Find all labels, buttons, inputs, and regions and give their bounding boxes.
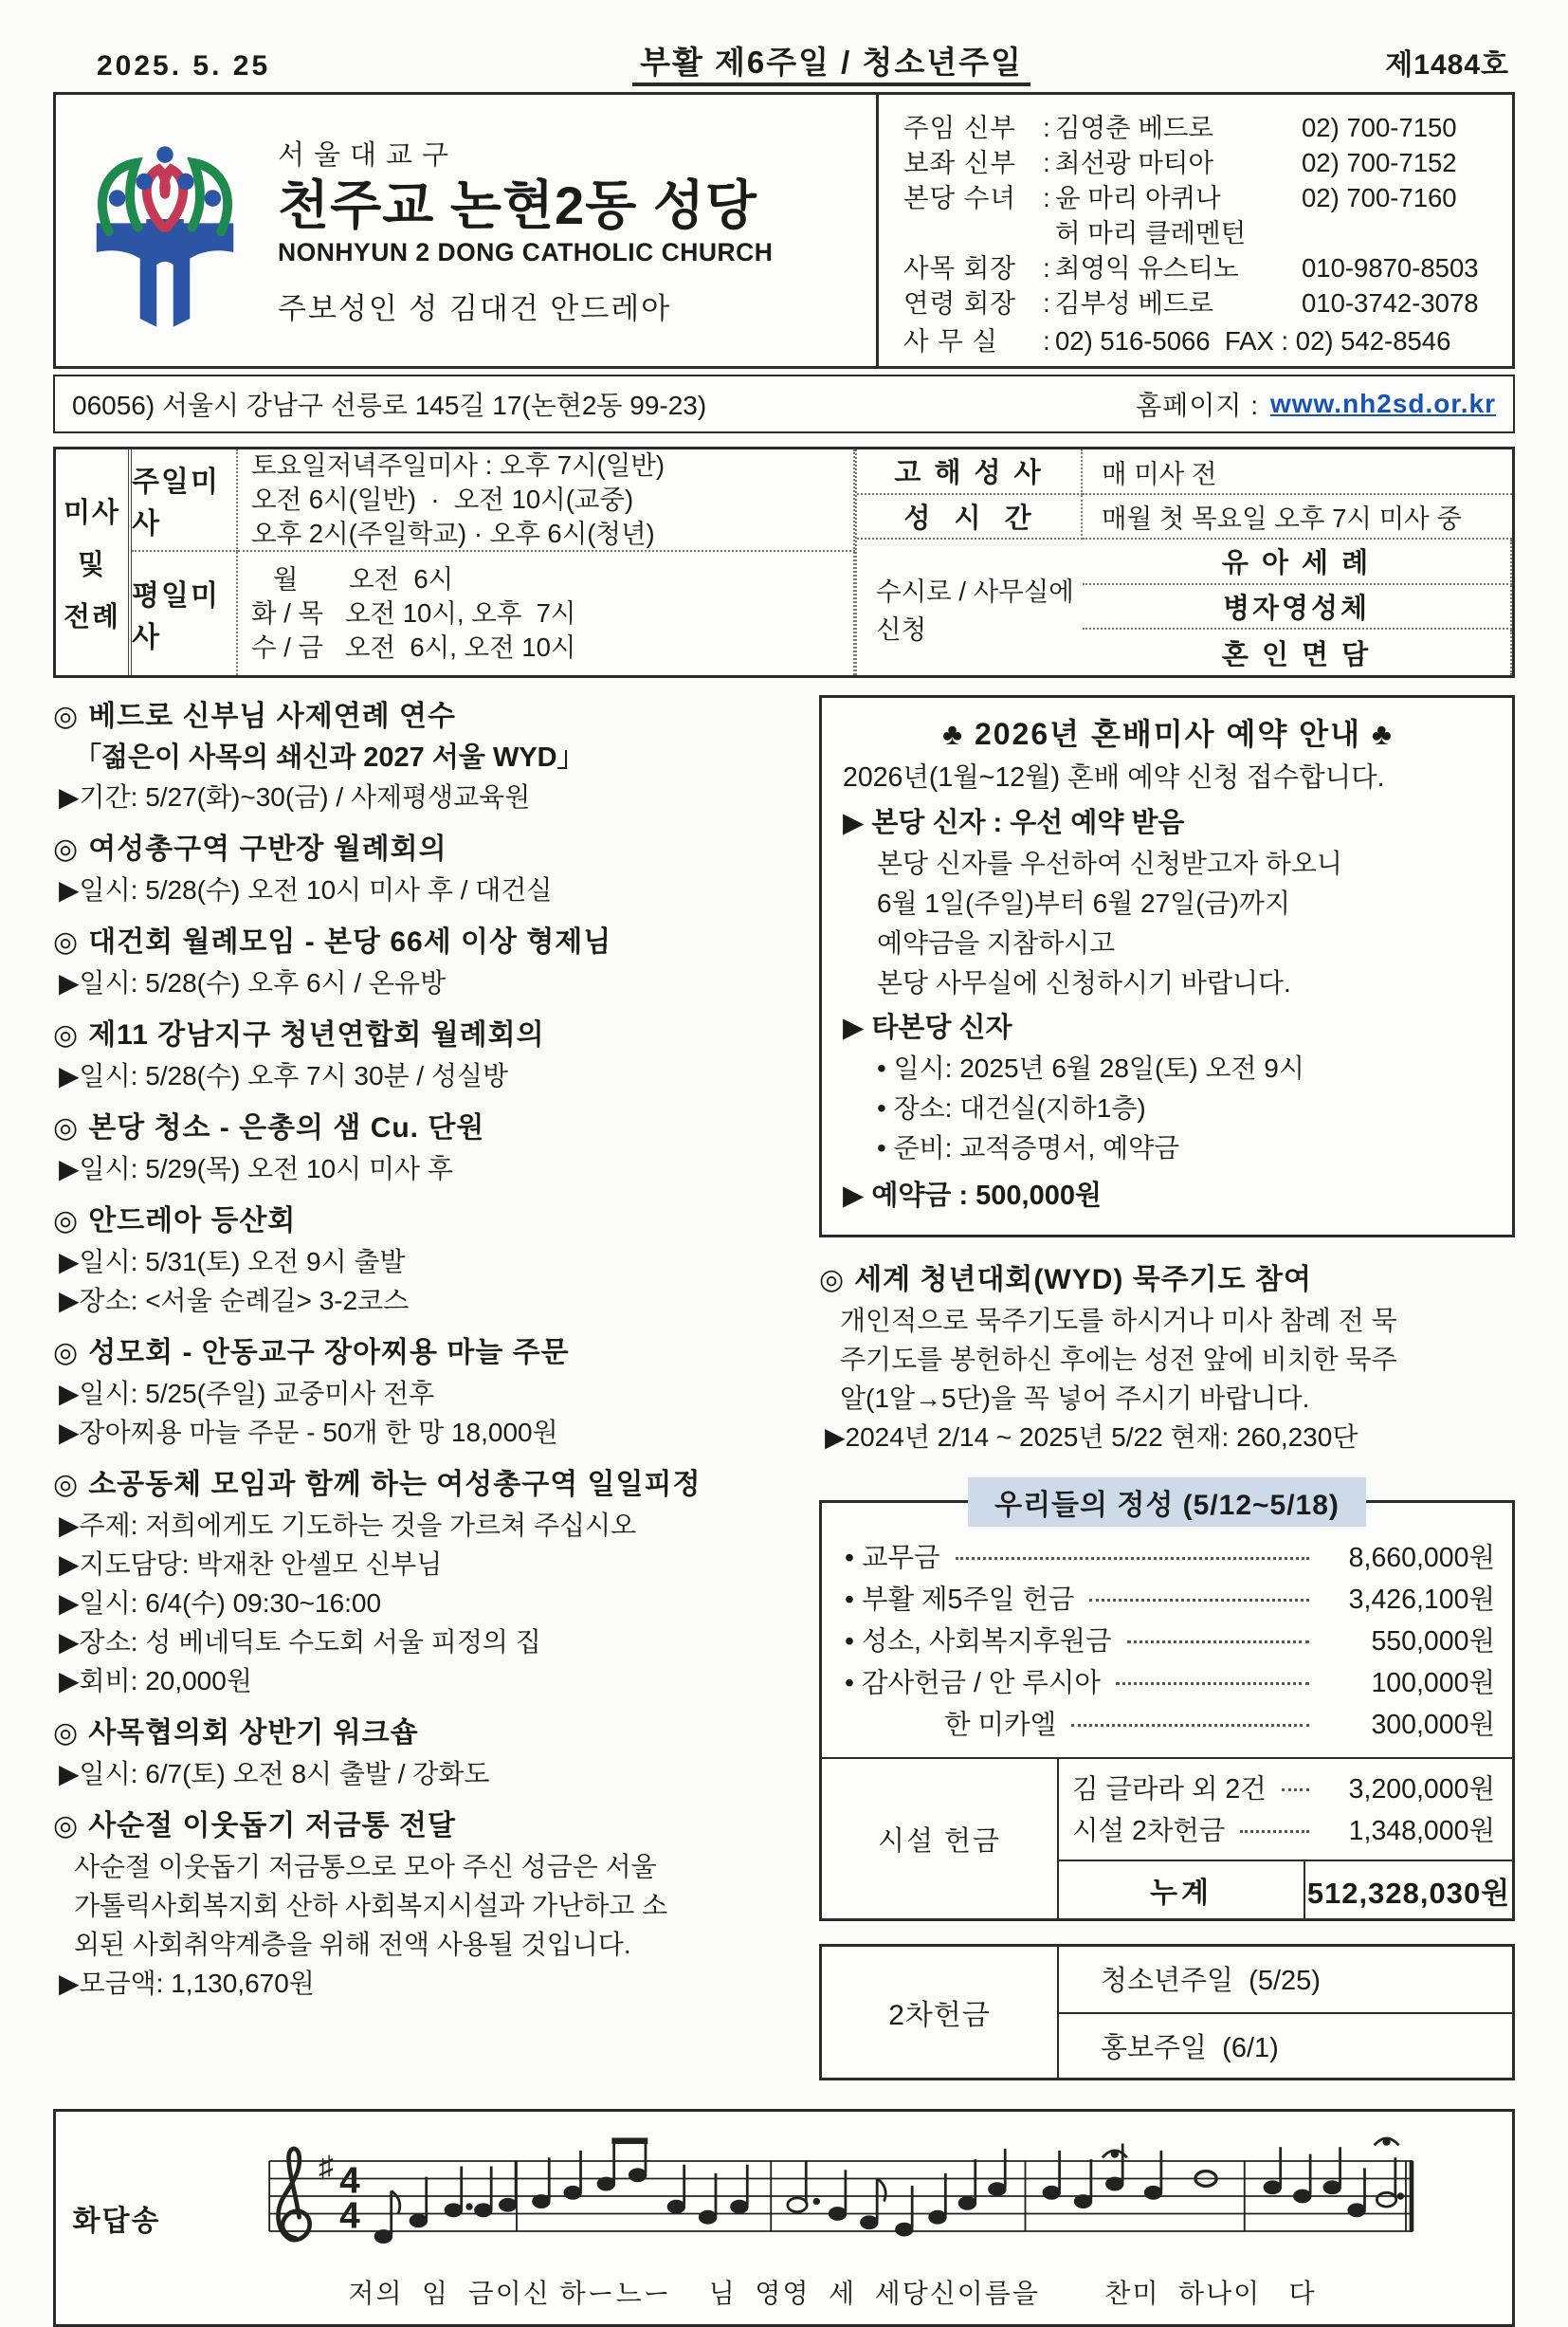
homepage-link[interactable]: www.nh2sd.or.kr [1269, 389, 1496, 418]
masthead-contacts [876, 95, 1512, 366]
announcement-columns [53, 695, 1515, 2080]
psalm-lyrics: 저의 임 금이신 하ー느ー 님 영영 세 세당신이름을 찬미 하나이 다 [348, 2278, 1317, 2308]
double-circle-icon: ◎ [53, 834, 80, 865]
office-contact-row: 사 무 실 : 02) 516-5066 FAX : 02) 542-8546 [903, 326, 1451, 356]
facility-offering-rows [1059, 1759, 1512, 1860]
facility-offering-label: 시설 헌금 [822, 1759, 1059, 1918]
offering-row: 한 미카엘 300,000원 [862, 1710, 1495, 1740]
facility-total-row [1059, 1860, 1512, 1918]
church-name: 천주교 논현2동 성당 [278, 175, 758, 236]
right-announcements [819, 695, 1515, 2080]
second-collection-box [819, 1944, 1515, 2080]
facility-row: 시설 2차헌금 1,348,000원 [1072, 1816, 1495, 1846]
offerings-title: 우리들의 정성 (5/12~5/18) [968, 1477, 1366, 1527]
contact-row: 허 마리 클레멘턴 [1055, 218, 1247, 247]
responsorial-label: 화답송 [72, 2206, 161, 2237]
infant-baptism-label: 유 아 세 례 [1083, 540, 1512, 585]
contact-row: 연령 회장 : 김부성 베드로 010-3742-3078 [903, 288, 1479, 318]
announcement-lent-piggybank: ◎ 사순절 이웃돕기 저금통 전달 사순절 이웃돕기 저금통으로 모아 주신 성금은 서울 가톨릭사회복지회 산하 사회복지시설과 가난하고 소 외된 사회취약계층을 위해 전액 사용될 것입니다. ▶모금액: 1,130,670원 [53, 1805, 791, 2003]
double-circle-icon: ◎ [53, 1810, 80, 1841]
offerings-box [819, 1500, 1515, 1921]
masthead [53, 92, 1515, 369]
masthead-left [56, 95, 876, 366]
issue-date: 2025. 5. 25 [97, 50, 271, 82]
issue-number: 제1484호 [1385, 49, 1509, 81]
total-amount: 512,328,030원 [1306, 1876, 1511, 1910]
address-bar [53, 375, 1515, 433]
double-circle-icon: ◎ [53, 926, 80, 958]
double-circle-icon: ◎ [53, 1019, 80, 1051]
facility-row: 김 글라라 외 2건 3,200,000원 [1072, 1774, 1495, 1805]
double-circle-icon: ◎ [53, 1205, 80, 1237]
music-notation-icon [177, 2126, 1487, 2266]
svg-text:♯: ♯ [318, 2150, 334, 2184]
contact-row: 사목 회장 : 최영익 유스티노 010-9870-8503 [903, 253, 1479, 283]
announcement-wyd-rosary: ◎ 세계 청년대회(WYD) 묵주기도 참여 개인적으로 묵주기도를 하시거나 미사 참례 전 묵 주기도를 봉헌하신 후에는 성전 앞에 비치한 묵주 알(1알→5단)을 꼭 넣어 주시기 바랍니다. ▶2024년 2/14 ~ 2025년 5/22 현재: 260,230단 [819, 1258, 1515, 1457]
mass-liturgy-header: 미사 및 전례 [56, 449, 132, 675]
announcement-priest-training: ◎ 베드로 신부님 사제연례 연수 「젊은이 사목의 쇄신과 2027 서울 WYD」 ▶기간: 5/27(화)~30(금) / 사제평생교육원 [53, 695, 791, 816]
offerings-section [819, 1490, 1515, 1921]
announcement-women-district-meeting: ◎ 여성총구역 구반장 월례회의 ▶일시: 5/28(수) 오전 10시 미사 후 / 대건실 [53, 828, 791, 909]
sunday-mass-label: 주일미사 [132, 449, 238, 552]
church-logo-icon [81, 132, 249, 329]
church-name-en: NONHYUN 2 DONG CATHOLIC CHURCH [278, 237, 774, 266]
patron-saint: 주보성인 성 김대건 안드레아 [278, 291, 672, 325]
svg-text:4: 4 [339, 2194, 360, 2236]
sick-communion-label: 병자영성체 [1083, 585, 1512, 631]
weekday-mass-label: 평일미사 [132, 552, 238, 675]
second-collection-row: 청소년주일 (5/25) [1101, 1966, 1321, 1996]
announcement-pastoral-workshop: ◎ 사목협의회 상반기 워크숍 ▶일시: 6/7(토) 오전 8시 출발 / 강화도 [53, 1712, 791, 1793]
announcement-women-retreat: ◎ 소공동체 모임과 함께 하는 여성총구역 일일피정 ▶주제: 저희에게도 기도하는 것을 가르쳐 주십시오 ▶지도담당: 박재찬 안셀모 신부님 ▶일시: 6/4(수) 09:30~16:00 ▶장소: 성 베네딕토 수도회 서울 피정의 집 ▶회비: 20,000원 [53, 1463, 791, 1700]
svg-text:4: 4 [339, 2159, 360, 2201]
church-identity [278, 134, 773, 327]
total-label: 누계 [1059, 1861, 1305, 1918]
weekday-mass-times: 월 오전 6시 화 / 목 오전 10시, 오후 7시 수 / 금 오전 6시, 오전 10시 [238, 552, 855, 675]
marriage-interview-label: 혼 인 면 담 [1083, 630, 1512, 675]
double-circle-icon: ◎ [53, 1717, 80, 1749]
contact-row: 주임 신부 : 김영춘 베드로 02) 700-7150 [903, 113, 1457, 142]
mass-times [56, 449, 855, 675]
marriage-mass-reservation-box: ♣ 2026년 혼배미사 예약 안내 ♣ 2026년(1월~12월) 혼배 예약 신청 접수합니다. ▶ 본당 신자 : 우선 예약 받음 본당 신자를 우선하여 신청받고자 하오니 6월 1일(주일)부터 6월 27일(금)까지 예약금을 지참하시고 본당 사무실에 신청하시기 바랍니다. ▶ 타본당 신자 • 일시: 2025년 6월 28일(토) 오전 9시 • 장소: 대건실(지하1층) • 준비: 교적증명서, 예약금 ▶ 예약금 : 500,000원 [819, 695, 1515, 1237]
liturgical-title: 부활 제6주일 / 청소년주일 [438, 38, 1225, 82]
responsorial-psalm-box [53, 2109, 1515, 2327]
offering-row: • 성소, 사회복지후원금 550,000원 [845, 1626, 1495, 1657]
confession-label: 고 해 성 사 [857, 449, 1083, 495]
left-announcements [53, 695, 791, 2080]
announcement-youth-union-meeting: ◎ 제11 강남지구 청년연합회 월례회의 ▶일시: 5/28(수) 오후 7시 30분 / 성실방 [53, 1014, 791, 1095]
diocese-name: 서울대교구 [278, 140, 459, 172]
double-circle-icon: ◎ [53, 701, 80, 732]
music-staff [177, 2126, 1512, 2311]
announcement-daegeon-meeting: ◎ 대건회 월례모임 - 본당 66세 이상 형제님 ▶일시: 5/28(수) 오후 6시 / 온유방 [53, 921, 791, 1002]
church-address: 06056) 서울시 강남구 선릉로 145길 17(논현2동 99-23) [72, 391, 707, 420]
announcement-garlic-order: ◎ 성모회 - 안동교구 장아찌용 마늘 주문 ▶일시: 5/25(주일) 교중미사 전후 ▶장아찌용 마늘 주문 - 50개 한 망 18,000원 [53, 1331, 791, 1452]
top-header-row [59, 38, 1509, 82]
request-office-value: 수시로 / 사무실에 신청 [876, 576, 1074, 644]
second-collection-row: 홍보주일 (6/1) [1059, 2012, 1512, 2078]
double-circle-icon: ◎ [819, 1264, 846, 1295]
offering-row: • 교무금 8,660,000원 [845, 1543, 1495, 1573]
second-collection-label: 2차헌금 [822, 1947, 1059, 2078]
marriage-box-title: ♣ 2026년 혼배미사 예약 안내 ♣ [942, 717, 1394, 751]
homepage-label: 홈페이지 : [1136, 391, 1259, 420]
offering-row: • 부활 제5주일 헌금 3,426,100원 [845, 1585, 1495, 1615]
sunday-mass-times: 토요일저녁주일미사 : 오후 7시(일반) 오전 6시(일반) · 오전 10시(교중) 오후 2시(주일학교) · 오후 6시(청년) [238, 449, 855, 552]
announcement-church-cleaning: ◎ 본당 청소 - 은총의 샘 Cu. 단원 ▶일시: 5/29(목) 오전 10시 미사 후 [53, 1107, 791, 1188]
mass-schedule-table [53, 447, 1515, 678]
homepage [1136, 385, 1496, 423]
sacrament-schedule [855, 449, 1512, 675]
contact-row: 본당 수녀 : 윤 마리 아퀴나 02) 700-7160 [903, 183, 1457, 212]
holy-hour-value: 매월 첫 목요일 오후 7시 미사 중 [1083, 495, 1512, 541]
announcement-andrea-hiking: ◎ 안드레아 등산회 ▶일시: 5/31(토) 오전 9시 출발 ▶장소: <서울 순례길> 3-2코스 [53, 1200, 791, 1320]
offering-rows [822, 1503, 1512, 1757]
holy-hour-label: 성 시 간 [857, 495, 1083, 541]
double-circle-icon: ◎ [53, 1112, 80, 1144]
double-circle-icon: ◎ [53, 1469, 80, 1500]
confession-value: 매 미사 전 [1083, 449, 1512, 495]
offering-row: • 감사헌금 / 안 루시아 100,000원 [845, 1668, 1495, 1698]
double-circle-icon: ◎ [53, 1337, 80, 1368]
contact-row: 보좌 신부 : 최선광 마티아 02) 700-7152 [903, 148, 1457, 177]
facility-offering [822, 1757, 1512, 1918]
